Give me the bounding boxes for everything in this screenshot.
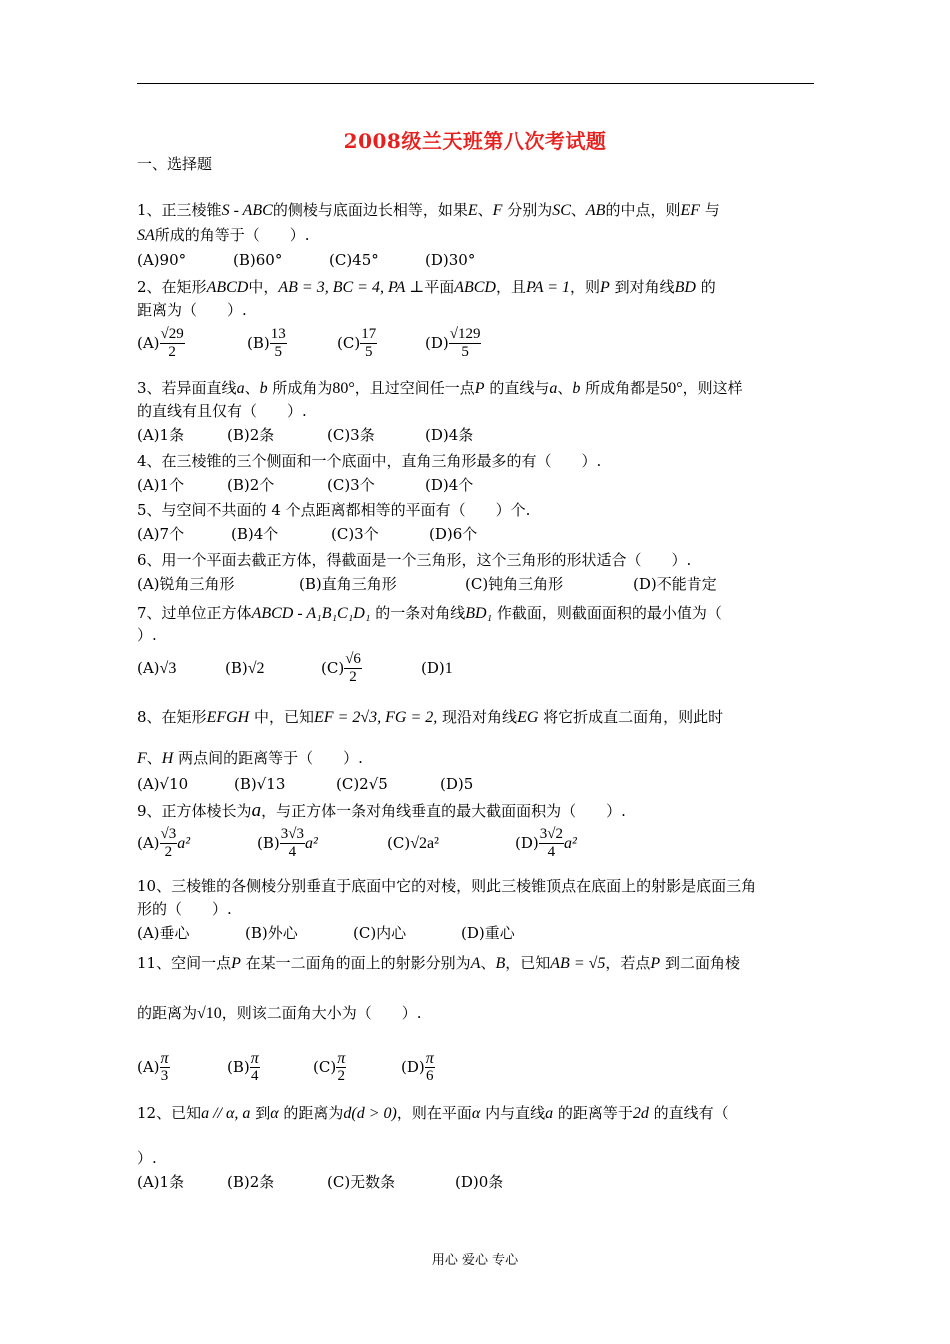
option-b: (B)2条 xyxy=(227,1173,275,1191)
question-3-options xyxy=(137,424,473,445)
option-a: (A) $\frac{√3}{2}$ a² xyxy=(137,826,191,860)
option-a: (A)1条 xyxy=(137,1173,185,1191)
option-c: (C)无数条 xyxy=(327,1173,396,1191)
question-8: 8、在矩形EFGH 中，已知EF = 2√3, FG = 2, 现沿对角线EG 将它折成直二面角，则此时 xyxy=(137,708,724,726)
option-d: (D)4个 xyxy=(425,476,474,494)
option-b: (B)2个 xyxy=(227,476,275,494)
option-c: (C) $\frac{\pi}{2}$ xyxy=(313,1050,346,1084)
question-12-line2: ）. xyxy=(137,1149,157,1167)
question-9: 9、正方体棱长为a，与正方体一条对角线垂直的最大截面面积为（ ）. xyxy=(137,800,626,821)
option-d: (D) $\frac{3√2}{4}$ a² xyxy=(515,826,577,860)
question-11: 11、空间一点P 在某一二面角的面上的射影分别为A、B，已知AB = √5，若点P 到二面角棱 xyxy=(137,954,740,972)
option-b: (B) $\frac{3√3}{4}$ a² xyxy=(257,826,318,860)
question-5-options xyxy=(137,523,477,544)
option-a: (A)90° xyxy=(137,251,187,269)
option-b: (B)√13 xyxy=(234,775,286,793)
question-3: 3、若异面直线a、b 所成角为80°，且过空间任一点P 的直线与a、b 所成角都是50°，则这样 xyxy=(137,379,743,397)
question-5: 5、与空间不共面的 4 个点距离都相等的平面有（ ）个. xyxy=(137,501,531,519)
question-1-options xyxy=(137,251,475,269)
question-12-options xyxy=(137,1171,503,1192)
option-d: (D) $\frac{√129}{5}$ xyxy=(425,326,481,360)
option-d: (D)4条 xyxy=(425,426,474,444)
option-d: (D)6个 xyxy=(429,525,478,543)
question-1-line2: SA所成的角等于（ ）. xyxy=(137,226,310,244)
option-d: (D)0条 xyxy=(455,1173,504,1191)
option-d: (D) $\frac{\pi}{6}$ xyxy=(401,1050,434,1084)
option-d: (D)不能肯定 xyxy=(633,575,717,593)
option-d: (D)重心 xyxy=(461,924,515,942)
question-7: 7、过单位正方体ABCD - A₁B₁C₁D₁ 的一条对角线BD₁ 作截面，则截面面积的最小值为（ xyxy=(137,604,722,622)
option-b: (B)√2 xyxy=(225,658,265,677)
question-3-line2: 的直线有且仅有（ ）. xyxy=(137,402,307,420)
option-c: (C)3个 xyxy=(327,476,375,494)
option-c: (C) $\frac{17}{5}$ xyxy=(337,326,377,360)
question-12: 12、已知a // α, a 到α 的距离为d(d > 0)，则在平面α 内与直线a 的距离等于2d 的直线有（ xyxy=(137,1104,729,1122)
question-6-options xyxy=(137,573,717,594)
option-d: (D)5 xyxy=(440,775,474,793)
option-a: (A)√10 xyxy=(137,775,189,793)
option-d: (D)30° xyxy=(425,251,476,269)
option-c: (C)3个 xyxy=(331,525,379,543)
question-2: 2、在矩形ABCD中，AB = 3, BC = 4, PA ⊥平面ABCD，且PA = 1，则P 到对角线BD 的 xyxy=(137,278,716,296)
question-2-line2: 距离为（ ）. xyxy=(137,301,247,319)
option-c: (C)内心 xyxy=(353,924,407,942)
header-rule xyxy=(137,83,814,84)
question-2-options xyxy=(137,326,481,361)
option-c: (C)√2a² xyxy=(387,833,439,852)
option-a: (A)垂心 xyxy=(137,924,190,942)
question-4-options xyxy=(137,474,473,495)
option-c: (C)钝角三角形 xyxy=(465,575,564,593)
option-a: (A)锐角三角形 xyxy=(137,575,235,593)
option-b: (B) $\frac{\pi}{4}$ xyxy=(227,1050,259,1084)
question-11-line2: 的距离为√10，则该二面角大小为（ ）. xyxy=(137,1004,422,1022)
option-d: (D)1 xyxy=(421,658,453,677)
option-b: (B)60° xyxy=(233,251,283,269)
option-a: (A)√3 xyxy=(137,658,177,677)
option-b: (B)直角三角形 xyxy=(299,575,397,593)
option-a: (A) $\frac{\pi}{3}$ xyxy=(137,1050,169,1084)
section-label: 一、选择题 xyxy=(137,155,213,173)
question-10-line2: 形的（ ）. xyxy=(137,900,232,918)
option-b: (B)外心 xyxy=(245,924,298,942)
page-title: 2008级兰天班第八次考试题 xyxy=(343,129,607,153)
option-c: (C) $\frac{√6}{2}$ xyxy=(321,651,361,685)
option-a: (A)1条 xyxy=(137,426,185,444)
question-6: 6、用一个平面去截正方体，得截面是一个三角形，这个三角形的形状适合（ ）. xyxy=(137,551,692,569)
question-10-options xyxy=(137,922,515,943)
option-a: (A)1个 xyxy=(137,476,185,494)
question-10: 10、三棱锥的各侧棱分别垂直于底面中它的对棱，则此三棱锥顶点在底面上的射影是底面三角 xyxy=(137,877,757,895)
question-11-options xyxy=(137,1050,435,1085)
question-8-options xyxy=(137,775,473,793)
question-7-line2: ）. xyxy=(137,626,157,644)
option-a: (A) $\frac{√29}{2}$ xyxy=(137,326,184,360)
option-c: (C)2√5 xyxy=(336,775,388,793)
option-c: (C)3条 xyxy=(327,426,375,444)
option-c: (C)45° xyxy=(329,251,379,269)
option-b: (B)2条 xyxy=(227,426,275,444)
question-7-options xyxy=(137,651,453,686)
question-8-line2: F、H 两点间的距离等于（ ）. xyxy=(137,749,363,767)
option-b: (B)4个 xyxy=(231,525,279,543)
page-footer: 用心 爱心 专心 xyxy=(431,1253,519,1268)
question-4: 4、在三棱锥的三个侧面和一个底面中，直角三角形最多的有（ ）. xyxy=(137,452,602,470)
option-b: (B) $\frac{13}{5}$ xyxy=(247,326,286,360)
question-1: 1、正三棱锥S - ABC的侧棱与底面边长相等，如果E、F 分别为SC、AB的中点，则EF 与 xyxy=(137,201,720,219)
question-9-options xyxy=(137,826,577,861)
option-a: (A)7个 xyxy=(137,525,185,543)
